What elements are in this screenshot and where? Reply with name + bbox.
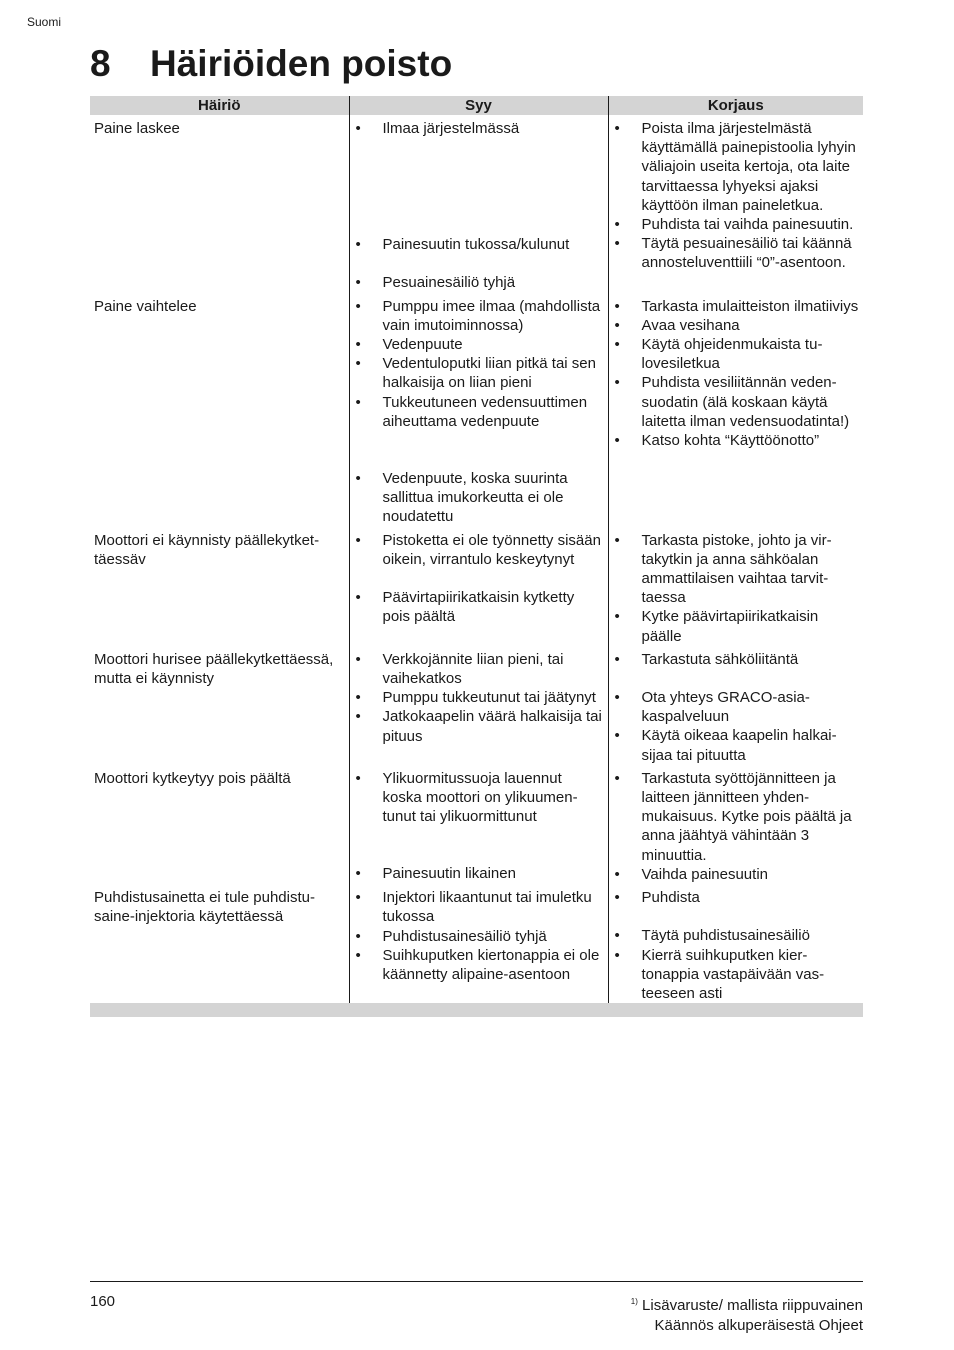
fixes-list (613, 119, 860, 273)
fix-item: • Poista ilma järjestelmästä käyttämällä painepistoolia lyhyin väliajoin useita kertoja, ota laite tarvittaessa lyhyeksi ajaksi käyttöön ilman paineletkua. (613, 119, 860, 215)
fixes-list (613, 531, 860, 646)
cause-item: • Suihkuputken kiertonappia ei ole käännetty alipaine-asentoon (354, 946, 604, 984)
causes-list (354, 650, 604, 746)
footnote (631, 1292, 863, 1316)
table-row (90, 527, 863, 646)
cause-item: • Vedenpuute, koska suurinta sallittua imukorkeutta ei ole noudatettu (354, 469, 604, 527)
causes-list (354, 769, 604, 884)
page-number: 160 (90, 1293, 116, 1310)
fix-item: • Ota yhteys GRACO-asiakaspalveluun (613, 688, 860, 726)
fix-item: • Käytä ohjeidenmukaista tulovesiletkua (613, 335, 860, 373)
fault-cell: Moottori ei käynnisty päällekytkettäessäv (94, 531, 320, 568)
cause-item: • Injektori likaantunut tai imuletku tukossa (354, 888, 604, 926)
cause-cell (349, 884, 608, 1003)
fix-item: • Käytä oikeaa kaapelin halkaisijaa tai pituutta (613, 726, 860, 764)
footnote-marker: 1) (630, 1297, 638, 1306)
fixes-list (613, 297, 860, 451)
chapter-heading (90, 40, 452, 88)
cause-item: • Painesuutin likainen (354, 864, 604, 883)
fix-item: • Kytke päävirtapiirikatkaisin päälle (613, 607, 860, 645)
cause-cell (349, 527, 608, 646)
fault-cell: Paine vaihtelee (94, 297, 197, 315)
table-row (90, 115, 863, 293)
cause-item: • Tukkeutuneen vedensuuttimen aiheuttama vedenpuute (354, 393, 604, 431)
table-bottom-bar (90, 1003, 863, 1017)
table-row (90, 765, 863, 884)
cause-item: • Pumppu tukkeutunut tai jäätynyt (354, 688, 604, 707)
fix-item: • Täytä puhdistusainesäiliö (613, 926, 860, 945)
fix-cell (608, 527, 863, 646)
fix-item: • Puhdista vesiliitännän vedensuodatin (älä koskaan käytä laitetta ilman vedensuodatinta!) (613, 373, 860, 431)
fix-item: • Kierrä suihkuputken kiertonappia vastapäivään vasteeseen asti (613, 946, 860, 1004)
fixes-list (613, 769, 860, 884)
causes-list (354, 531, 604, 627)
cause-item: • Painesuutin tukossa/kulunut (354, 235, 604, 254)
footer-rule (90, 1281, 863, 1282)
fault-cell: Moottori hurisee päällekytkettäessä, mutta ei käynnisty (94, 650, 334, 688)
cause-item: • Ylikuormitussuoja lauennut koska moottori on ylikuumentunut tai ylikuormittunut (354, 769, 604, 827)
cause-item: • Pesuainesäiliö tyhjä (354, 273, 604, 292)
troubleshooting-table (90, 96, 863, 1017)
table-row (90, 293, 863, 527)
fix-item: • Puhdista tai vaihda painesuutin. (613, 215, 860, 234)
table-header-row (90, 96, 863, 115)
fault-cell: Puhdistusainetta ei tule puhdistusaine-injektoria käytettäessä (94, 889, 315, 926)
cause-item: • Ilmaa järjestelmässä (354, 119, 604, 138)
cause-cell (349, 765, 608, 884)
fix-item: • Avaa vesihana (613, 316, 860, 335)
footnote-text: Lisävaruste/ mallista riippuvainen (642, 1297, 863, 1314)
header-fault: Häiriö (90, 96, 349, 115)
fixes-list (613, 650, 860, 765)
fix-cell (608, 646, 863, 765)
language-label: Suomi (27, 15, 62, 29)
fix-item: • Täytä pesuainesäiliö tai käännä annosteluventtiili “0”-asentoon. (613, 234, 860, 272)
fault-cell: Paine laskee (94, 120, 180, 137)
fix-item: • Puhdista (613, 888, 860, 907)
fix-item: • Tarkastuta syöttöjännitteen ja laitteen jännitteen yhdenmukaisuus. Kytke pois päältä ja anna jäähtyä vähintään 3 minuuttia. (613, 769, 860, 865)
fix-item: • Tarkastuta sähköliitäntä (613, 650, 860, 669)
cause-item: • Pistoketta ei ole työnnetty sisään oikein, virrantulo keskeytynyt (354, 531, 604, 569)
fix-item: • Vaihda painesuutin (613, 865, 860, 884)
cause-item: • Vedentuloputki liian pitkä tai sen halkaisija on liian pieni (354, 354, 604, 392)
chapter-number: 8 (90, 43, 111, 84)
fix-cell (608, 293, 863, 527)
cause-item: • Pumppu imee ilmaa (mahdollista vain imutoiminnossa) (354, 297, 604, 335)
fixes-list (613, 888, 860, 1003)
causes-list (354, 119, 604, 293)
causes-list (354, 297, 604, 527)
fault-cell: Moottori kytkeytyy pois päältä (94, 769, 291, 787)
cause-cell (349, 293, 608, 527)
causes-list (354, 888, 604, 984)
header-cause: Syy (349, 96, 608, 115)
fix-item: • Katso kohta “Käyttöönotto” (613, 431, 860, 450)
footer-notes (631, 1292, 863, 1336)
header-fix: Korjaus (608, 96, 863, 115)
cause-item: • Puhdistusainesäiliö tyhjä (354, 927, 604, 946)
fix-item: • Tarkasta imulaitteiston ilmatiiviys (613, 297, 860, 316)
cause-item: • Jatkokaapelin väärä halkaisija tai pituus (354, 707, 604, 745)
cause-item: • Vedenpuute (354, 335, 604, 354)
cause-cell (349, 115, 608, 293)
fix-cell (608, 765, 863, 884)
fix-item: • Tarkasta pistoke, johto ja virtakytkin ja anna sähköalan ammattilaisen vaihtaa tarvittaessa (613, 531, 860, 608)
fix-cell (608, 884, 863, 1003)
chapter-title: Häiriöiden poisto (150, 43, 453, 84)
cause-item: • Päävirtapiirikatkaisin kytketty pois päältä (354, 588, 604, 626)
cause-cell (349, 646, 608, 765)
table-row (90, 884, 863, 1003)
table-row (90, 646, 863, 765)
fix-cell (608, 115, 863, 293)
translation-note: Käännös alkuperäisestä Ohjeet (654, 1317, 863, 1334)
cause-item: • Verkkojännite liian pieni, tai vaihekatkos (354, 650, 604, 688)
